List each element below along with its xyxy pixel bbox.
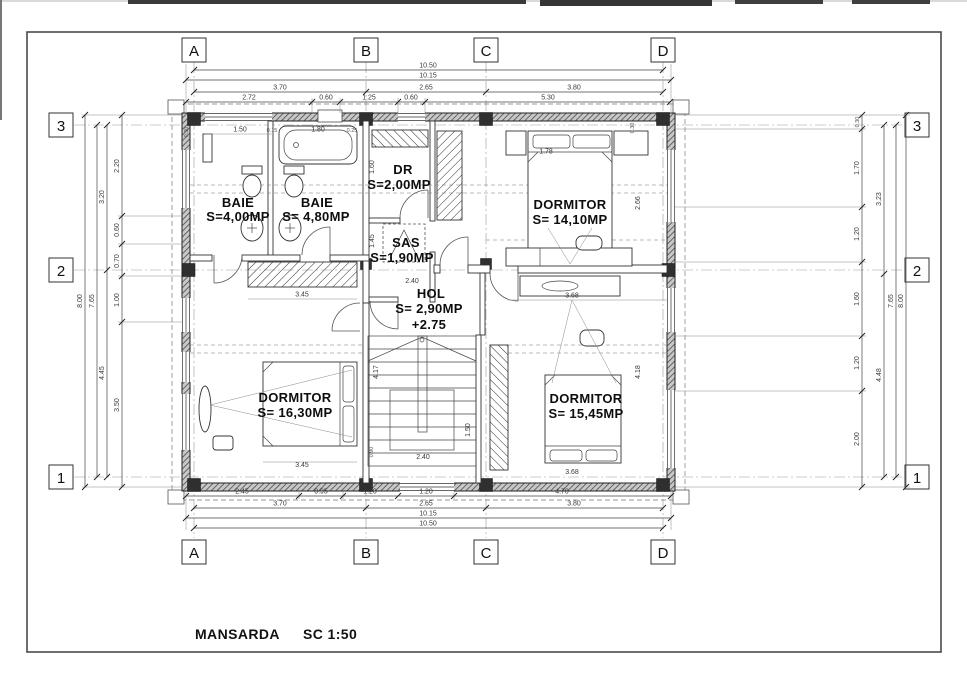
room-label-baie1-name: BAIE xyxy=(221,195,255,210)
room-label-dr-area: S=2,00MP xyxy=(367,177,431,192)
dim-bottom-detail: 1.20 xyxy=(419,488,433,496)
dim-int: 2.40 xyxy=(405,278,419,285)
dim-bottom-overall: 10.50 xyxy=(419,520,437,528)
grid-col-c-bottom xyxy=(474,540,498,564)
grid-label: A xyxy=(188,43,200,60)
room-label-dorm14-name: DORMITOR xyxy=(533,197,607,212)
dim-right-detail: 0.30 xyxy=(855,116,861,128)
dim-right-span: 3.23 xyxy=(876,192,883,206)
dim-right-span: 4.48 xyxy=(876,368,883,382)
grid-label: 2 xyxy=(56,263,66,280)
dim-left-axis: 7.65 xyxy=(89,294,96,308)
window-top-baie1 xyxy=(205,112,272,122)
dim-top-overall: 10.50 xyxy=(419,62,437,70)
room-label-hol-area: S= 2,90MP xyxy=(395,301,463,316)
dim-right-axis: 7.65 xyxy=(888,294,895,308)
room-label-hol-level: +2.75 xyxy=(411,317,447,332)
dim-bottom-span: 3.80 xyxy=(567,500,581,508)
dim-bottom-span: 3.70 xyxy=(273,500,287,508)
window-top-dormer xyxy=(318,110,342,122)
dim-left-detail: 0.60 xyxy=(114,223,121,237)
grid-col-c-top xyxy=(474,38,498,62)
window-left-1 xyxy=(181,150,191,208)
dim-top-detail: 1.25 xyxy=(362,94,376,102)
dim-right-detail: 2.00 xyxy=(854,432,861,446)
room-label-dr-name: DR xyxy=(393,162,413,177)
dim-top-detail: 0.60 xyxy=(319,94,333,102)
dim-top-span: 3.80 xyxy=(567,84,581,92)
grid-col-b-top xyxy=(354,38,378,62)
dim-int: 0.30 xyxy=(630,122,636,134)
dim-int: 1.78 xyxy=(539,148,553,156)
dim-right-detail: 1.20 xyxy=(854,227,861,241)
room-label-baie2-name: BAIE xyxy=(300,195,334,210)
dim-top-detail: 5.30 xyxy=(541,94,555,102)
dim-top-detail: 0.60 xyxy=(404,94,418,102)
dim-top-detail: 2.72 xyxy=(242,94,256,102)
grid-label: 1 xyxy=(912,470,922,487)
room-label-baie2-area: S= 4,80MP xyxy=(282,209,350,224)
wardrobe-dr xyxy=(372,130,428,147)
dim-left-overall: 8.00 xyxy=(77,294,84,308)
grid-label: C xyxy=(480,43,492,60)
radiator-icon xyxy=(203,134,212,162)
grid-label: C xyxy=(480,545,492,562)
dim-int: 0.25 xyxy=(346,128,358,134)
grid-row-3-right xyxy=(905,113,929,137)
room-label-hol-name: HOL xyxy=(416,286,446,301)
dim-int: 1.80 xyxy=(311,126,325,134)
dim-int: 3.68 xyxy=(565,292,579,300)
dim-top-span: 3.70 xyxy=(273,84,287,92)
grid-row-1-left xyxy=(49,465,73,489)
grid-row-2-left xyxy=(49,258,73,282)
dim-top-axis: 10.15 xyxy=(419,72,437,80)
grid-col-a-bottom xyxy=(182,540,206,564)
grid-row-1-right xyxy=(905,465,929,489)
chimney-block xyxy=(437,131,462,220)
window-left-4 xyxy=(181,394,191,450)
room-label-dorm15-name: DORMITOR xyxy=(549,391,623,406)
dim-int: 2.40 xyxy=(416,454,430,461)
dim-bottom-span: 2.65 xyxy=(419,500,433,508)
grid-label: 1 xyxy=(56,470,66,487)
dim-bottom-detail: 2.45 xyxy=(235,488,249,496)
dim-right-detail: 1.70 xyxy=(854,161,861,175)
dim-int: 4.17 xyxy=(373,365,380,379)
dim-int: 0.90 xyxy=(369,446,375,458)
window-right-2 xyxy=(666,288,676,332)
dim-int: 4.18 xyxy=(635,365,642,379)
room-label-sas-name: SAS xyxy=(392,235,420,250)
dim-int: 1.50 xyxy=(465,423,472,437)
toilet-icon xyxy=(284,166,304,197)
window-top-dr xyxy=(398,112,425,122)
dim-right-overall: 8.00 xyxy=(898,294,905,308)
dim-top-span: 2.65 xyxy=(419,84,433,92)
sloped-storage-strip xyxy=(490,345,508,470)
room-label-dorm16-area: S= 16,30MP xyxy=(257,405,333,420)
dim-int: 0.15 xyxy=(266,128,278,134)
dim-int: 1.60 xyxy=(369,160,376,174)
grid-row-2-right xyxy=(905,258,929,282)
grid-label: 2 xyxy=(912,263,922,280)
grid-label: D xyxy=(657,43,669,60)
dim-left-span: 4.45 xyxy=(99,366,106,380)
grid-col-d-bottom xyxy=(651,540,675,564)
room-label-dorm15-area: S= 15,45MP xyxy=(548,406,624,421)
grid-label: 3 xyxy=(56,118,66,135)
window-right-1 xyxy=(666,150,676,222)
window-left-2 xyxy=(181,298,191,332)
dim-bottom-detail: 0.95 xyxy=(314,488,328,496)
dim-left-detail: 3.50 xyxy=(114,398,121,412)
toilet-icon xyxy=(242,166,262,197)
grid-label: B xyxy=(360,545,372,562)
window-left-3 xyxy=(181,352,191,382)
dim-left-detail: 2.20 xyxy=(114,159,121,173)
drawing-title xyxy=(195,626,357,642)
dim-int: 2.66 xyxy=(635,196,642,210)
dim-int: 3.45 xyxy=(295,462,309,469)
room-label-dorm14-area: S= 14,10MP xyxy=(532,212,608,227)
dim-left-span: 3.20 xyxy=(99,190,106,204)
stool-dorm16 xyxy=(213,436,233,450)
dim-int: 1.45 xyxy=(369,234,376,248)
room-label-sas-area: S=1,90MP xyxy=(370,250,434,265)
dim-int: 3.68 xyxy=(565,469,579,476)
grid-label: B xyxy=(360,43,372,60)
grid-label: D xyxy=(657,545,669,562)
room-label-dorm16-name: DORMITOR xyxy=(258,390,332,405)
grid-label: 3 xyxy=(912,118,922,135)
dim-int: 0.30 xyxy=(184,126,190,138)
window-right-3 xyxy=(666,390,676,468)
dim-int: 1.50 xyxy=(233,126,247,134)
grid-col-d-top xyxy=(651,38,675,62)
grid-row-3-left xyxy=(49,113,73,137)
grid-col-a-top xyxy=(182,38,206,62)
room-label-baie1-area: S=4,00MP xyxy=(206,209,270,224)
dim-bottom-axis: 10.15 xyxy=(419,510,437,518)
dim-left-detail: 0.70 xyxy=(114,254,121,268)
dim-right-detail: 1.20 xyxy=(854,356,861,370)
title-name: MANSARDA xyxy=(195,626,280,642)
dim-bottom-detail: 4.70 xyxy=(555,488,569,496)
dim-right-detail: 1.60 xyxy=(854,292,861,306)
title-scale: SC 1:50 xyxy=(303,626,358,642)
dim-bottom-detail: 1.20 xyxy=(363,488,377,496)
wardrobe-dorm16 xyxy=(248,262,357,287)
dim-int: 3.45 xyxy=(295,291,309,299)
mirror-dorm16 xyxy=(199,386,211,432)
grid-label: A xyxy=(188,545,200,562)
dim-left-detail: 1.00 xyxy=(114,293,121,307)
grid-col-b-bottom xyxy=(354,540,378,564)
